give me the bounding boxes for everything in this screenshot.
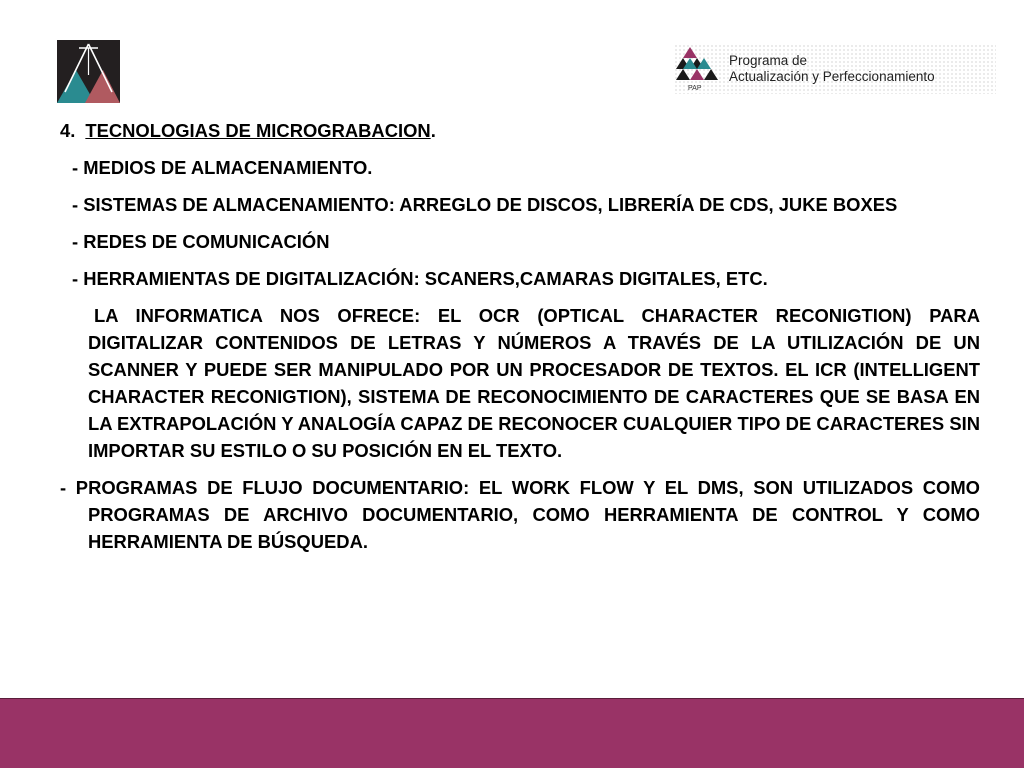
pap-logo-line1: Programa de <box>729 53 808 68</box>
section-title-suffix: . <box>430 120 436 141</box>
slide-content <box>60 117 980 555</box>
section-title: TECNOLOGIAS DE MICROGRABACION <box>85 120 431 141</box>
footer-band <box>0 698 1024 768</box>
pap-triangles-icon <box>674 44 724 94</box>
pap-logo <box>674 44 996 94</box>
list-item-herramientas: - HERRAMIENTAS DE DIGITALIZACIÓN: SCANERS,CAMARAS DIGITALES, ETC. <box>72 268 768 289</box>
section-number: 4. <box>60 120 76 141</box>
ocr-paragraph: LA INFORMATICA NOS OFRECE: EL OCR (OPTICAL CHARACTER RECONIGTION) PARA DIGITALIZAR CONTENIDOS DE LETRAS Y NÚMEROS A TRAVÉS DE LA UTILIZACIÓN DE UN SCANNER Y PUEDE SER MANIPULADO POR UN PROCESADOR DE TEXTOS. EL ICR (INTELLIGENT CHARACTER RECONIGTION), SISTEMA DE RECONOCIMIENTO DE CARACTERES QUE SE BASA EN LA EXTRAPOLACIÓN Y ANALOGÍA CAPAZ DE RECONOCER CUALQUIER TIPO DE CARACTERES SIN IMPORTAR SU ESTILO O SU POSICIÓN EN EL TEXTO. <box>88 305 980 461</box>
list-item-redes: - REDES DE COMUNICACIÓN <box>72 231 330 252</box>
list-item-medios: - MEDIOS DE ALMACENAMIENTO. <box>72 157 373 178</box>
workflow-paragraph: - PROGRAMAS DE FLUJO DOCUMENTARIO: EL WORK FLOW Y EL DMS, SON UTILIZADOS COMO PROGRAMAS DE ARCHIVO DOCUMENTARIO, COMO HERRAMIENTA DE CONTROL Y COMO HERRAMIENTA DE BÚSQUEDA. <box>60 477 980 552</box>
pap-abbrev: PAP <box>688 85 702 92</box>
mountain-logo <box>57 40 120 103</box>
pap-logo-line2: Actualización y Perfeccionamiento <box>729 69 935 84</box>
list-item-sistemas: - SISTEMAS DE ALMACENAMIENTO: ARREGLO DE DISCOS, LIBRERÍA DE CDS, JUKE BOXES <box>72 194 898 215</box>
section-heading <box>60 117 980 144</box>
